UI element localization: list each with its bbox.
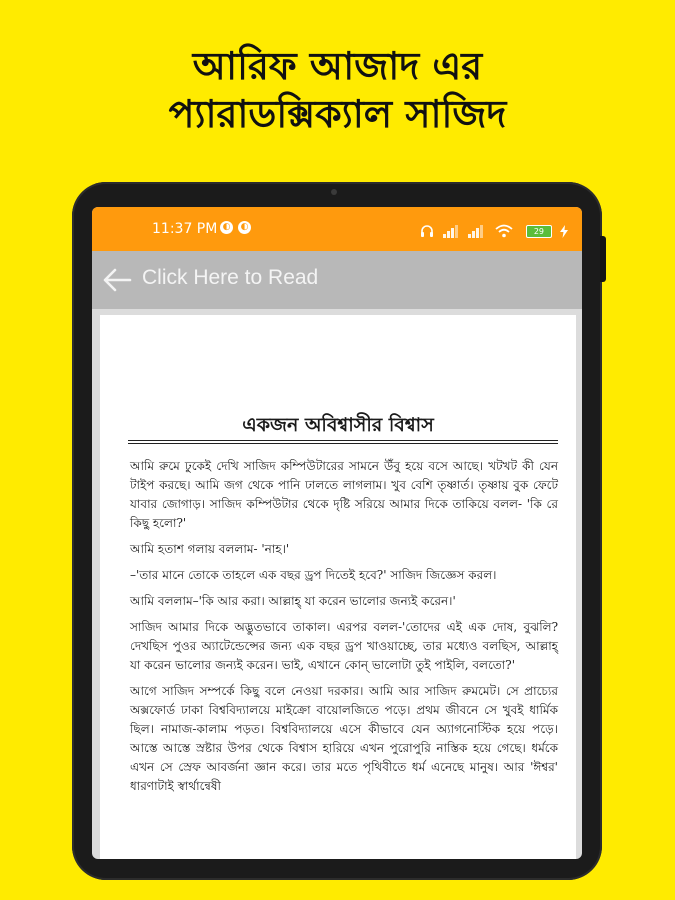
title-divider-2: [128, 443, 558, 444]
paragraph: –'তার মানে তোকে তাহলে এক বছর ড্রপ দিতেই হবে?' সাজিদ জিজ্ঞেস করল।: [130, 568, 497, 582]
paragraph: আমি বললাম–'কি আর করা। আল্লাহ্ যা করেন ভালোর জন্যই করেন।': [130, 594, 456, 608]
tablet-screen: [92, 207, 582, 859]
notification-icon: ◐: [220, 221, 233, 234]
paragraph: আমি হতাশ গলায় বললাম- 'নাহ।': [130, 542, 290, 556]
lightning-icon: [560, 225, 568, 238]
read-link[interactable]: Click Here to Read: [142, 266, 319, 289]
signal-icon-2: [468, 219, 484, 238]
chapter-body: [130, 457, 558, 803]
notification-icon-2: ◐: [238, 221, 251, 234]
headphones-icon: [420, 224, 434, 238]
promo-headline-line1: আরিফ আজাদ এর: [192, 44, 483, 88]
wifi-icon: [495, 224, 513, 238]
signal-icon-1: [443, 219, 459, 238]
paragraph: সাজিদ আমার দিকে অদ্ভুতভাবে তাকাল। এরপর বলল-'তোদের এই এক দোষ, বুঝলি? দেখছিস পুওর অ্যাটেন্ডেন্সের জন্য এক বছর ড্রপ খাওয়াচ্ছে, তার মধ্যেও বলছিস, আল্লাহ্ যা করেন ভালোর জন্যই করেন। ভাই, এখানে কোন্ ভালোটা তুই পাইলি, বলতো?': [130, 620, 558, 672]
paragraph: আমি রুমে ঢুকেই দেখি সাজিদ কম্পিউটারের সামনে উঁবু হয়ে বসে আছে। খটখট কী যেন টাইপ করছে। আমি জগ থেকে পানি ঢালতে লাগলাম। খুব বেশি তৃষ্ণার্ত। তৃষ্ণায় বুক ফেটে যাবার জোগাড়। সাজিদ কম্পিউটার থেকে দৃষ্টি সরিয়ে আমার দিকে তাকিয়ে বলল- 'কি রে কিছু হলো?': [130, 459, 558, 530]
app-bar: [92, 251, 582, 309]
arrow-left-icon[interactable]: [102, 267, 132, 293]
battery-icon: 29: [526, 225, 552, 238]
status-icons: [420, 219, 568, 237]
status-bar: [92, 207, 582, 251]
side-button: [600, 236, 606, 282]
status-time: 11:37 PM: [152, 221, 218, 237]
promo-headline-line2: প্যারাডক্সিক্যাল সাজিদ: [168, 92, 507, 136]
camera-icon: [331, 189, 337, 195]
book-page[interactable]: [100, 315, 576, 859]
paragraph: আগে সাজিদ সম্পর্কে কিছু বলে নেওয়া দরকার। আমি আর সাজিদ রুমমেট। সে প্রাচ্যের অক্সফোর্ড ঢাকা বিশ্ববিদ্যালয়ে মাইক্রো বায়োলজিতে পড়ে। প্রথম জীবনে সে খুবই ধার্মিক ছিল। নামাজ-কালাম পড়ত। বিশ্ববিদ্যালয়ে এসে কীভাবে যেন অ্যাগনোস্টিক হয়ে পড়ে। আস্তে আস্তে স্রষ্টার উপর থেকে বিশ্বাস হারিয়ে এখন পুরোপুরি নাস্তিক হয়ে গেছে। ধর্মকে এখন সে স্রেফ আবর্জনা জ্ঞান করে। তার মতে পৃথিবীতে ধর্ম এনেছে মানুষ। আর 'ঈশ্বর' ধারণাটাই স্বার্থান্বেষী: [130, 684, 558, 793]
chapter-title: একজন অবিশ্বাসীর বিশ্বাস: [242, 414, 434, 436]
title-divider: [128, 440, 558, 441]
